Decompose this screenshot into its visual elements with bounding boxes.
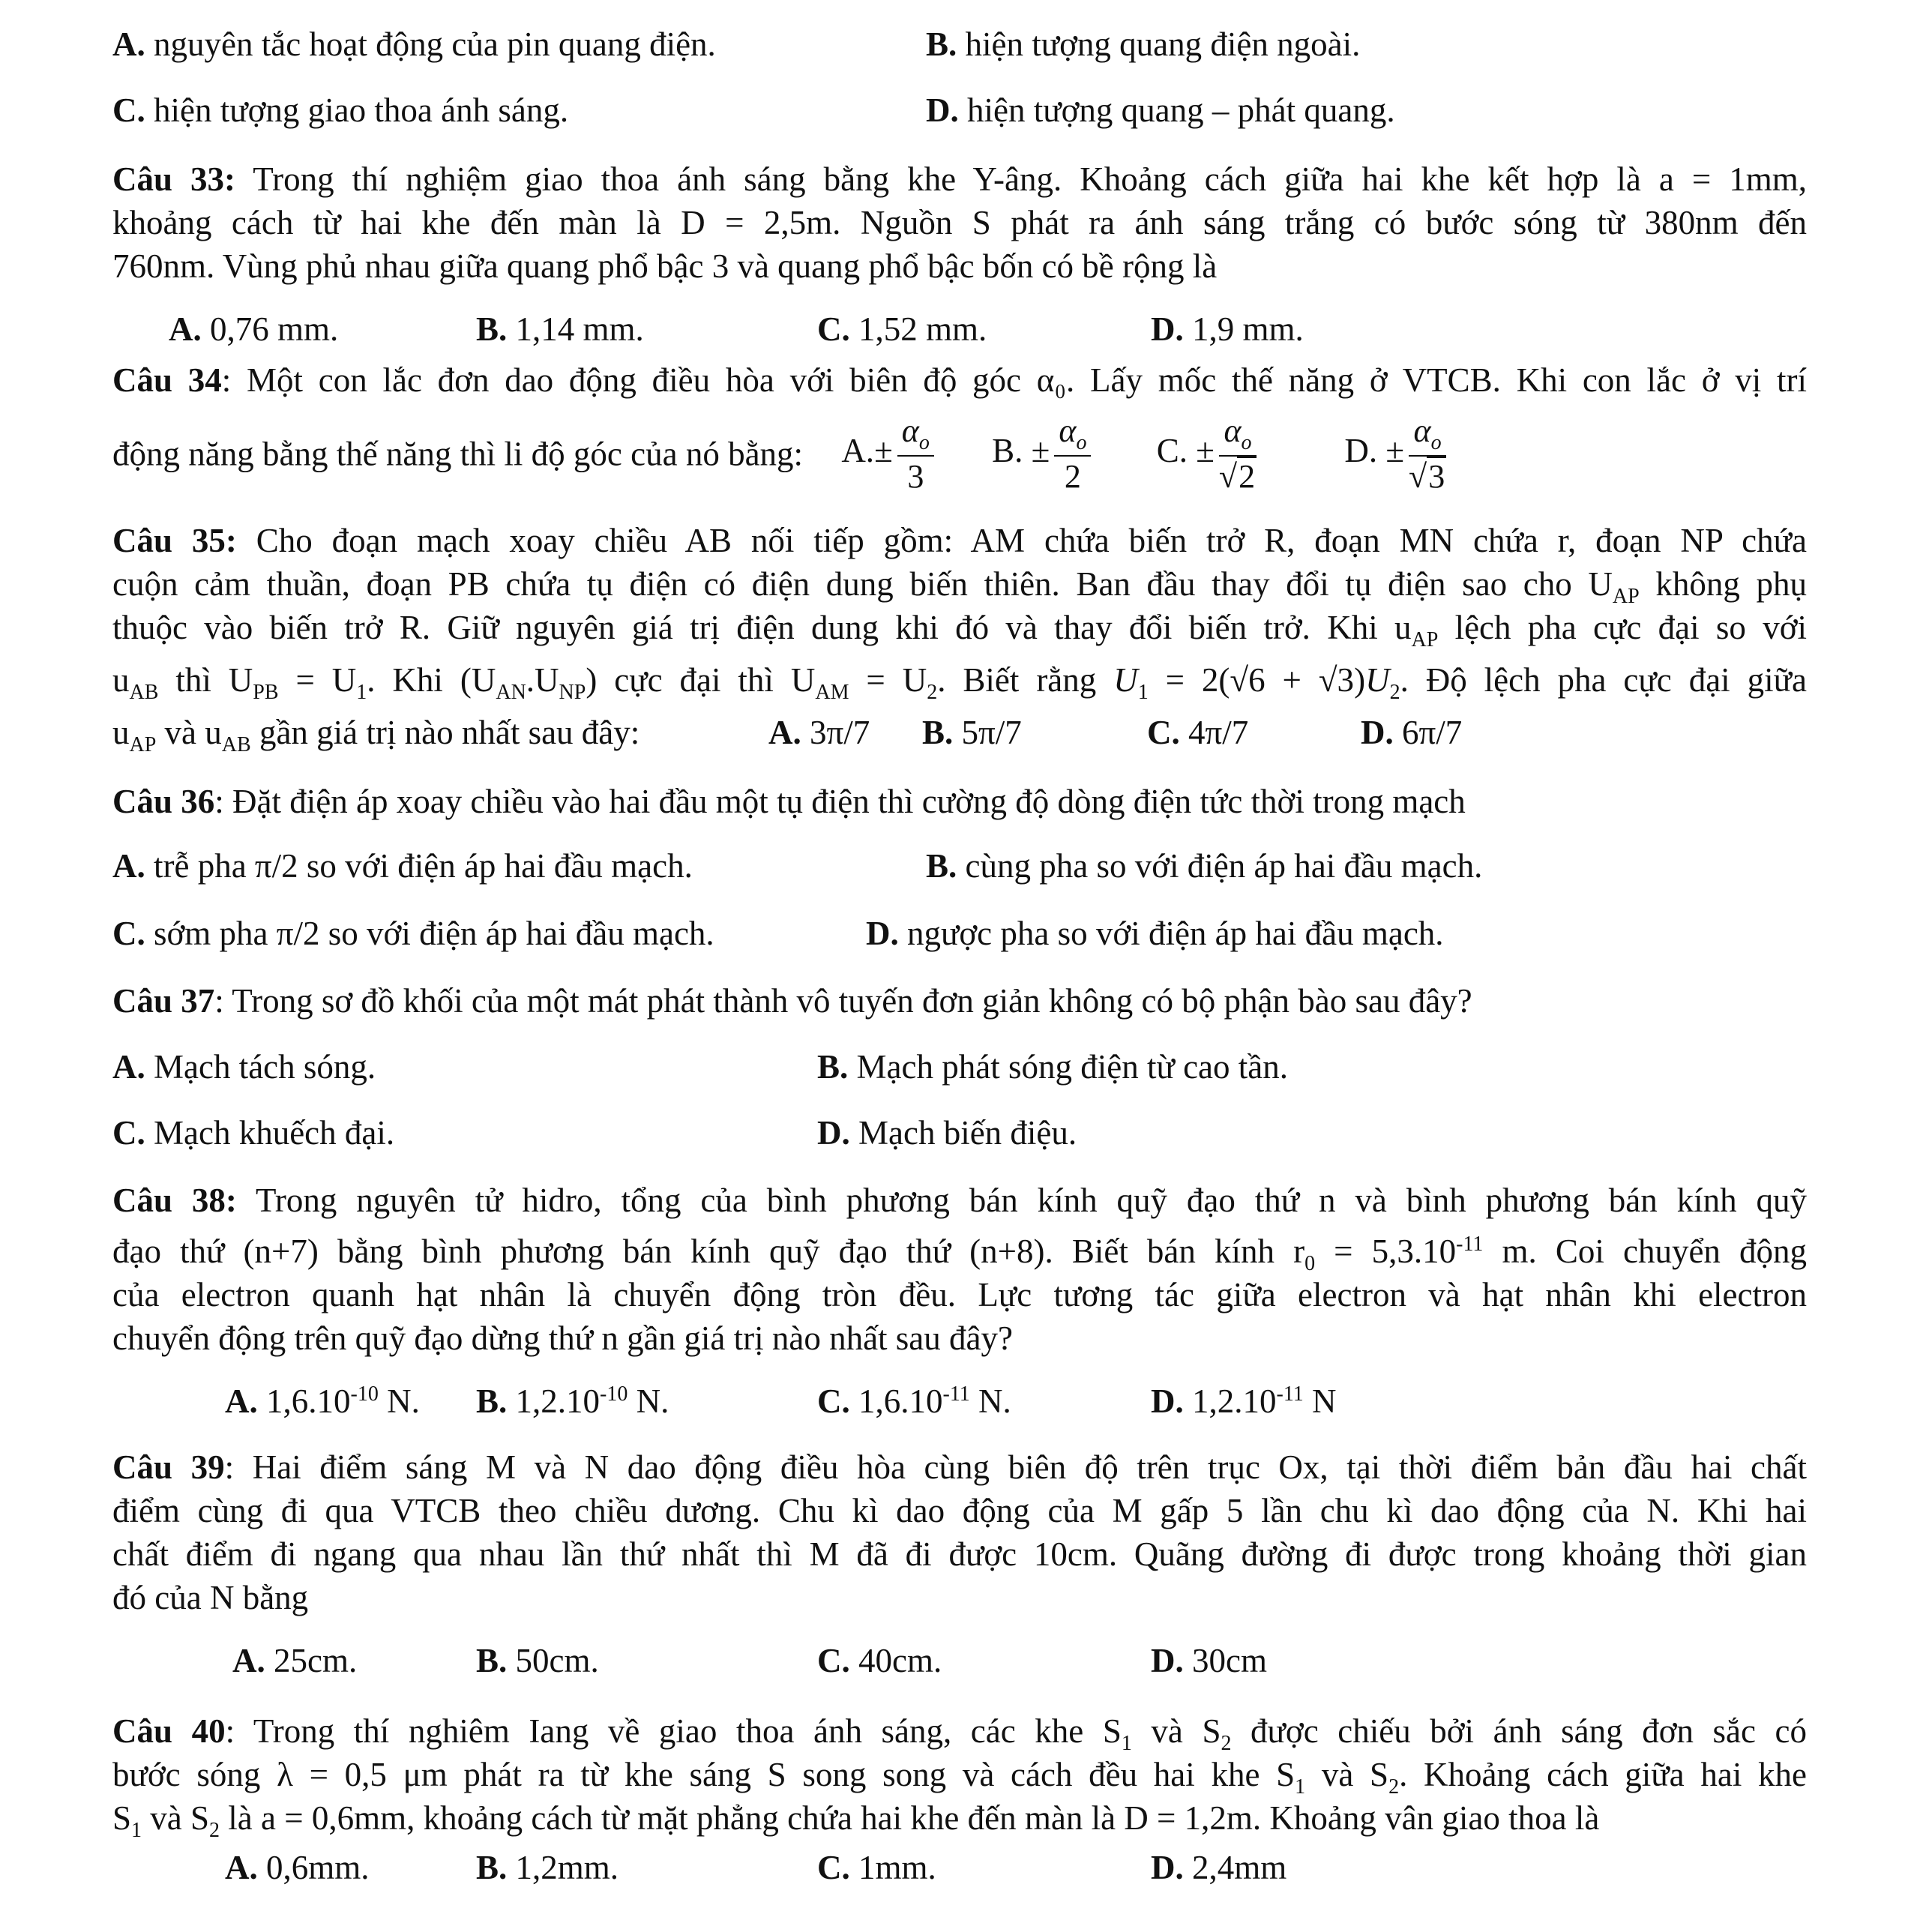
q36-option-c: C. sớm pha π/2 so với điện áp hai đầu mạch. [112, 915, 714, 952]
q35-line-2: cuộn cảm thuần, đoạn PB chứa tụ điện có điện dung biến thiên. Ban đầu thay đổi tụ điện sao cho $U_{AP}$ không phụ [112, 565, 1807, 608]
q34-option-c: C. ± $\frac{\alpha_o}{√2}$ [1156, 412, 1256, 496]
q39-line-1: Câu 39: Hai điểm sáng M và N dao động điều hòa cùng biên độ trên trục Ox, tại thời điểm bản đầu hai chất [112, 1448, 1807, 1486]
q39-line-4: đó của N bằng [112, 1579, 309, 1616]
q36-option-d: D. ngược pha so với điện áp hai đầu mạch. [866, 915, 1444, 952]
q33-option-b: B. 1,14 mm. [476, 310, 644, 348]
q38-option-c: C. $1,6.10^{-11}$ N. [817, 1382, 1011, 1420]
q33-option-c: C. 1,52 mm. [817, 310, 987, 348]
q40-option-c: C. 1mm. [817, 1849, 936, 1886]
q34-option-d: D. ± $\frac{\alpha_o}{√3}$ [1344, 412, 1445, 496]
q39-line-2: điểm cùng đi qua VTCB theo chiều dương. Chu kì dao động của M gấp 5 lần chu kì dao động của N. Khi hai [112, 1492, 1807, 1529]
q32-option-d: D. hiện tượng quang – phát quang. [926, 91, 1395, 129]
q34-line-1: Câu 34: Một con lắc đơn dao động điều hòa với biên độ góc α₀. Lấy mốc thế năng ở VTCB. Khi con lắc ở vị trí [112, 361, 1807, 399]
q36-option-b: B. cùng pha so với điện áp hai đầu mạch. [926, 847, 1483, 885]
q38-option-b: B. $1,2.10^{-10}$ N. [476, 1382, 669, 1420]
q37-line-1: Câu 37: Trong sơ đồ khối của một mát phát thành vô tuyến đơn giản không có bộ phận bào sau đây? [112, 982, 1472, 1020]
q37-option-a: A. Mạch tách sóng. [112, 1048, 376, 1086]
q40-option-b: B. 1,2mm. [476, 1849, 619, 1886]
q33-line-2: khoảng cách từ hai khe đến màn là D = 2,5m. Nguồn S phát ra ánh sáng trắng có bước sóng từ 380nm đến [112, 204, 1807, 241]
q39-option-b: B. 50cm. [476, 1642, 599, 1679]
q35-option-b: B. 5π/7 [922, 714, 1022, 751]
q34-option-b: B. ± $\frac{\alpha_o}{2}$ [992, 432, 1095, 469]
q38-option-d: D. $1,2.10^{-11}$ N [1151, 1382, 1337, 1420]
q40-option-d: D. 2,4mm [1151, 1849, 1287, 1886]
q34-option-a: A.± $\frac{\alpha_o}{3}$ [841, 432, 939, 469]
q33-line-3: 760nm. Vùng phủ nhau giữa quang phổ bậc 3 và quang phổ bậc bốn có bề rộng là [112, 247, 1218, 285]
q38-line-2: đạo thứ (n+7) bằng bình phương bán kính quỹ đạo thứ (n+8). Biết bán kính $r_0 = 5,3.10^{-11}$ m. Coi chuyển động [112, 1233, 1807, 1275]
q38-option-a: A. $1,6.10^{-10}$ N. [225, 1382, 420, 1420]
q32-option-b: B. hiện tượng quang điện ngoài. [926, 25, 1361, 63]
q38-line-1: Câu 38: Trong nguyên tử hidro, tổng của bình phương bán kính quỹ đạo thứ n và bình phương bán kính quỹ [112, 1182, 1808, 1219]
q35-option-c: C. 4π/7 [1147, 714, 1249, 751]
q35-line-5: $u_{AP}$ và $u_{AB}$ gần giá trị nào nhất sau đây: [112, 714, 640, 756]
q35-line-4: $u_{AB}$ thì $U_{PB} = U_1$. Khi $(U_{AN}.U_{NP})$ cực đại thì $U_{AM} = U_2$. Biết rằng $U_1 = 2(√6 + √3)U_2$. Độ lệch pha cực đại giữa [112, 661, 1807, 704]
q34-line-2: động năng bằng thế năng thì li độ góc của nó bằng: A.± $\frac{\alpha_o}{3}$ B. ± $\frac{\alpha_o}{2}$ C. ± $\frac{\alpha_o}{√2}$ D. ± $\frac{\alpha_o}{√3}$ [112, 414, 1451, 494]
q37-option-c: C. Mạch khuếch đại. [112, 1114, 395, 1152]
q33-option-d: D. 1,9 mm. [1151, 310, 1304, 348]
q35-option-a: A. 3π/7 [768, 714, 870, 751]
q37-option-d: D. Mạch biến điệu. [817, 1114, 1077, 1152]
q39-option-d: D. 30cm [1151, 1642, 1267, 1679]
q40-line-2: bước sóng λ = 0,5 μm phát ra từ khe sáng S song song và cách đều hai khe $S_1$ và $S_2$. Khoảng cách giữa hai khe [112, 1756, 1807, 1799]
q39-option-a: A. 25cm. [232, 1642, 358, 1679]
q32-option-c: C. hiện tượng giao thoa ánh sáng. [112, 91, 569, 129]
q40-option-a: A. 0,6mm. [225, 1849, 370, 1886]
q38-line-4: chuyển động trên quỹ đạo dừng thứ n gần giá trị nào nhất sau đây? [112, 1319, 1013, 1357]
q39-line-3: chất điểm đi ngang qua nhau lần thứ nhất thì M đã đi được 10cm. Quãng đường đi được trong khoảng thời gian [112, 1535, 1807, 1573]
q35-line-3: thuộc vào biến trở R. Giữ nguyên giá trị điện dung khi đó và thay đổi biến trở. Khi $u_{AP}$ lệch pha cực đại so với [112, 609, 1807, 651]
q36-option-a: A. trễ pha π/2 so với điện áp hai đầu mạch. [112, 847, 693, 885]
q40-line-3: $S_1$ và $S_2$ là a = 0,6mm, khoảng cách từ mặt phẳng chứa hai khe đến màn là D = 1,2m. Khoảng vân giao thoa là [112, 1799, 1600, 1842]
q39-option-c: C. 40cm. [817, 1642, 942, 1679]
q35-option-d: D. 6π/7 [1361, 714, 1463, 751]
q33-option-a: A. 0,76 mm. [169, 310, 339, 348]
q37-option-b: B. Mạch phát sóng điện từ cao tần. [817, 1048, 1289, 1086]
q32-option-a: A. nguyên tắc hoạt động của pin quang điện. [112, 25, 716, 63]
q38-line-3: của electron quanh hạt nhân là chuyển động tròn đều. Lực tương tác giữa electron và hạt nhân khi electron [112, 1276, 1807, 1313]
q35-line-1: Câu 35: Cho đoạn mạch xoay chiều AB nối tiếp gồm: AM chứa biến trở R, đoạn MN chứa r, đoạn NP chứa [112, 522, 1807, 559]
q36-line-1: Câu 36: Đặt điện áp xoay chiều vào hai đầu một tụ điện thì cường độ dòng điện tức thời trong mạch [112, 783, 1466, 820]
q33-line-1: Câu 33: Trong thí nghiệm giao thoa ánh sáng bằng khe Y-âng. Khoảng cách giữa hai khe kết hợp là a = 1mm, [112, 160, 1807, 198]
q40-line-1: Câu 40: Trong thí nghiêm Iang về giao thoa ánh sáng, các khe $S_1$ và $S_2$ được chiếu bởi ánh sáng đơn sắc có [112, 1712, 1808, 1755]
